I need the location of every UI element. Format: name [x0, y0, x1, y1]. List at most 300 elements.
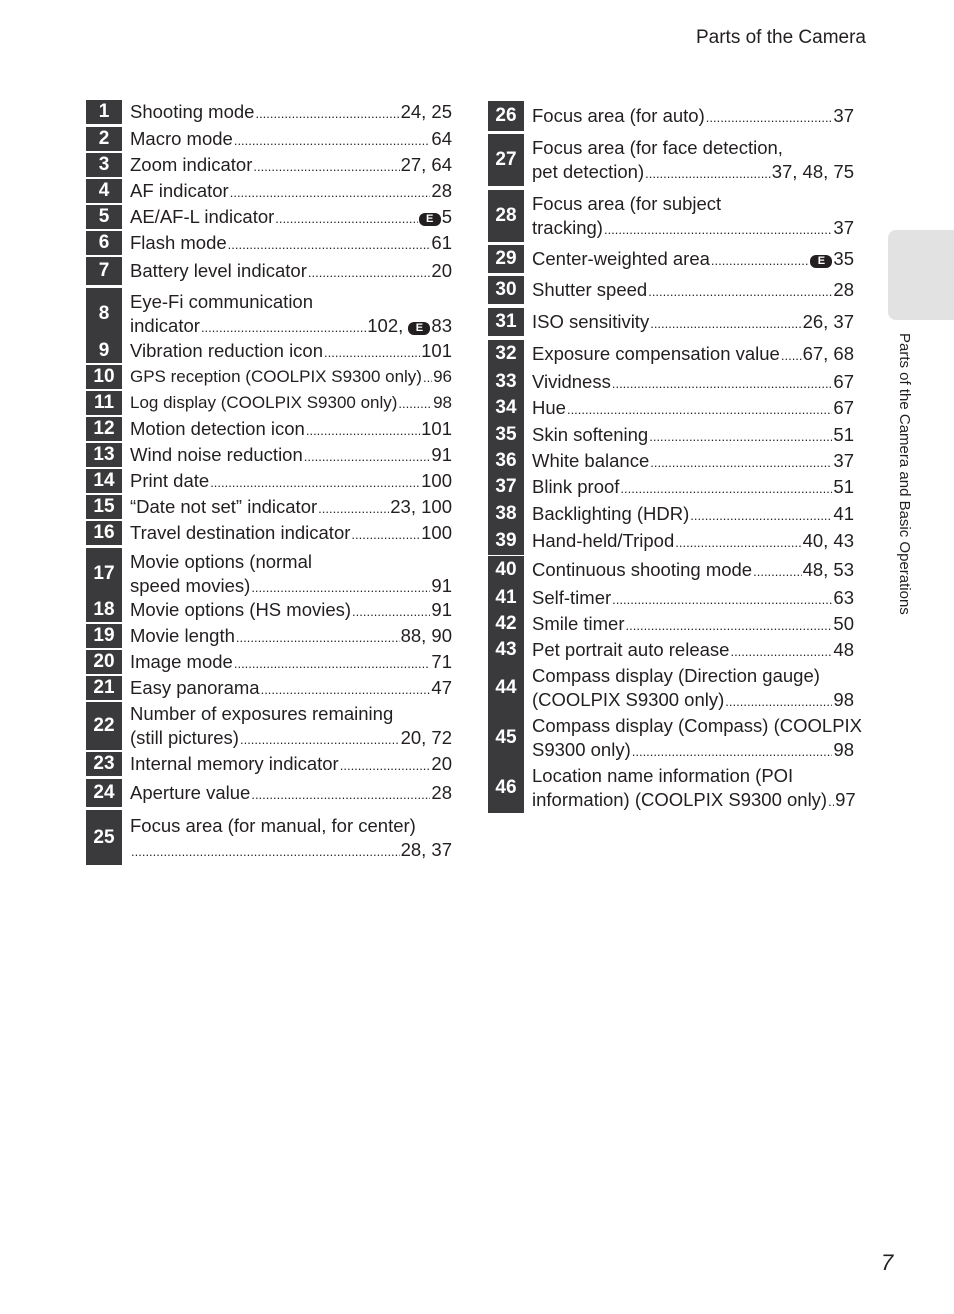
page-value: 51: [833, 424, 854, 445]
legend-row: [488, 101, 854, 131]
item-text-line: [130, 179, 452, 203]
legend-row: [86, 598, 452, 622]
legend-row: [86, 231, 452, 255]
item-label: Movie options (normal: [130, 551, 312, 572]
item-label: S9300 only): [532, 739, 631, 760]
item-label: GPS reception (COOLPIX S9300 only): [130, 367, 422, 386]
item-text-line: [532, 160, 854, 184]
dot-leader: [308, 266, 431, 279]
item-description: [130, 521, 452, 545]
item-text-line: [130, 521, 452, 545]
page-reference: [421, 339, 452, 363]
section-side-label: Parts of the Camera and Basic Operations: [896, 333, 913, 615]
page-value: 98: [433, 393, 452, 412]
legend-row: [488, 276, 854, 304]
dot-leader: [210, 476, 420, 489]
item-label: Location name information (POI: [532, 765, 794, 786]
item-number-badge: 31: [488, 308, 524, 336]
page-value: 101: [421, 418, 452, 439]
dot-leader: [304, 450, 431, 463]
page-reference: [419, 205, 452, 229]
item-description: [532, 423, 854, 447]
dot-leader: [423, 371, 432, 384]
item-number-badge: 32: [488, 340, 524, 368]
item-label: Blink proof: [532, 476, 620, 497]
item-description: [532, 558, 854, 582]
item-text-line: [130, 443, 452, 467]
item-label: Aperture value: [130, 782, 251, 803]
item-label: information) (COOLPIX S9300 only): [532, 789, 828, 810]
dot-leader: [612, 593, 832, 606]
item-description: [532, 664, 854, 712]
item-description: [532, 764, 854, 812]
item-label: Battery level indicator: [130, 260, 307, 281]
item-description: [532, 342, 854, 366]
item-text-line: [532, 475, 854, 499]
item-text-line: [532, 278, 854, 302]
item-text-line: [532, 396, 854, 420]
item-number-badge: 19: [86, 624, 122, 648]
legend-row: [86, 624, 452, 648]
legend-row: [86, 779, 452, 807]
page-reference: [833, 104, 854, 128]
item-number-badge: 3: [86, 153, 122, 177]
item-label: Self-timer: [532, 587, 612, 608]
item-label: Travel destination indicator: [130, 522, 351, 543]
legend-row: [86, 469, 452, 493]
item-description: [532, 278, 854, 302]
item-description: [130, 259, 452, 283]
dot-leader: [650, 456, 832, 469]
legend-row: [86, 288, 452, 340]
item-description: [532, 638, 854, 662]
page-value: 98: [833, 689, 854, 710]
item-text-line: [130, 574, 452, 598]
page-reference: [833, 449, 854, 473]
item-description: [130, 598, 452, 622]
item-description: [532, 475, 854, 499]
page-reference: [833, 502, 854, 526]
item-text-line: [130, 726, 452, 750]
item-description: [532, 370, 854, 394]
item-text-line: [532, 764, 854, 788]
item-number-badge: 5: [86, 205, 122, 229]
dot-leader: [690, 509, 832, 522]
item-label: Internal memory indicator: [130, 753, 339, 774]
item-number-badge: 41: [488, 584, 524, 612]
item-label: (still pictures): [130, 727, 239, 748]
page-value: 40, 43: [802, 530, 854, 551]
page-reference: [833, 638, 854, 662]
item-number-badge: 6: [86, 231, 122, 255]
item-label: Focus area (for manual, for center): [130, 814, 416, 836]
item-number-badge: 9: [86, 339, 122, 363]
dot-leader: [251, 581, 430, 594]
legend-row: [86, 752, 452, 776]
item-label: Backlighting (HDR): [532, 503, 690, 524]
legend-row: [488, 134, 854, 186]
page-value: 37: [833, 450, 854, 471]
page-reference: [833, 475, 854, 499]
dot-leader: [275, 212, 417, 225]
item-text-line: [532, 688, 854, 712]
dot-leader: [251, 788, 430, 801]
item-text-line: [130, 417, 452, 441]
item-text-line: [532, 738, 854, 762]
item-number-badge: 8: [86, 288, 122, 340]
legend-row: [488, 663, 854, 713]
item-text-line: [532, 714, 863, 738]
item-number-badge: 24: [86, 779, 122, 807]
item-description: [130, 127, 452, 151]
legend-row: [488, 713, 863, 763]
item-text-line: [130, 814, 452, 838]
dot-leader: [626, 619, 833, 632]
item-label: Image mode: [130, 651, 233, 672]
page-reference: [421, 469, 452, 493]
item-text-line: [130, 259, 452, 283]
item-label: Pet portrait auto release: [532, 639, 730, 660]
item-number-badge: 45: [488, 713, 524, 763]
page-number: 7: [881, 1250, 894, 1275]
item-label: Center-weighted area: [532, 248, 710, 269]
item-number-badge: 34: [488, 394, 524, 422]
dot-leader: [567, 403, 832, 416]
item-text-line: [130, 598, 452, 622]
item-label: Compass display (Direction gauge): [532, 665, 820, 686]
page-reference: [431, 752, 452, 776]
dot-leader: [828, 795, 834, 808]
legend-row: [488, 245, 854, 273]
legend-row: [86, 443, 452, 467]
item-number-badge: 2: [86, 127, 122, 151]
dot-leader: [632, 745, 833, 758]
legend-row: [86, 417, 452, 441]
item-text-line: [130, 650, 452, 674]
legend-row: [488, 584, 854, 612]
legend-row: [86, 257, 452, 285]
page-reference: [433, 391, 452, 415]
item-text-line: [130, 127, 452, 151]
item-label: Focus area (for subject: [532, 193, 722, 214]
reference-section-icon: E: [408, 322, 430, 335]
item-number-badge: 40: [488, 556, 524, 584]
page-value: 98: [833, 739, 854, 760]
item-label: Vibration reduction icon: [130, 340, 324, 361]
item-number-badge: 46: [488, 763, 524, 813]
legend-row: [86, 205, 452, 229]
page-reference: [401, 838, 452, 862]
dot-leader: [236, 631, 400, 644]
page-reference: [401, 726, 452, 750]
item-text-line: [532, 788, 854, 812]
dot-leader: [620, 482, 832, 495]
item-number-badge: 37: [488, 473, 524, 501]
page-value: 96: [433, 367, 452, 386]
legend-row: [86, 100, 452, 124]
legend-row: [86, 365, 452, 389]
item-text-line: [532, 216, 854, 240]
page-value: 67: [833, 371, 854, 392]
page-reference: [401, 153, 452, 177]
page-reference: [835, 788, 856, 812]
item-label: Focus area (for auto): [532, 105, 705, 126]
item-description: [130, 495, 452, 519]
item-number-badge: 29: [488, 245, 524, 273]
item-text-line: [130, 550, 452, 574]
legend-row: [488, 368, 854, 396]
dot-leader: [612, 377, 833, 390]
dot-leader: [230, 186, 431, 199]
item-number-badge: 15: [86, 495, 122, 519]
item-number-badge: 22: [86, 702, 122, 750]
page-value: 28: [431, 782, 452, 803]
item-label: Smile timer: [532, 613, 625, 634]
item-label: Movie length: [130, 625, 235, 646]
item-number-badge: 16: [86, 521, 122, 545]
item-number-badge: 42: [488, 610, 524, 638]
item-description: [130, 417, 452, 441]
item-description: [130, 290, 452, 338]
item-label: Easy panorama: [130, 677, 260, 698]
item-text-line: [130, 314, 452, 338]
page-reference: [833, 586, 854, 610]
item-label: ISO sensitivity: [532, 311, 650, 332]
page-reference: [401, 100, 452, 124]
item-text-line: [130, 365, 452, 389]
page-reference: [431, 259, 452, 283]
legend-row: [86, 702, 452, 750]
item-text-line: [130, 752, 452, 776]
item-description: [130, 443, 452, 467]
item-label: indicator: [130, 315, 200, 336]
item-text-line: [532, 586, 854, 610]
legend-row: [488, 610, 854, 638]
legend-row: [86, 495, 452, 519]
item-description: [532, 247, 854, 271]
legend-row: [86, 548, 452, 600]
item-text-line: [130, 838, 452, 862]
page-reference: [367, 314, 452, 338]
page-value: 28, 37: [400, 838, 452, 860]
item-text-line: [532, 502, 854, 526]
page-value: 100: [421, 522, 452, 543]
item-description: [130, 231, 452, 255]
legend-row: [488, 340, 854, 368]
dot-leader: [650, 317, 801, 330]
dot-leader: [234, 134, 431, 147]
item-number-badge: 13: [86, 443, 122, 467]
legend-row: [488, 556, 854, 584]
page-reference: [803, 558, 854, 582]
page-header-title: Parts of the Camera: [695, 27, 866, 48]
dot-leader: [706, 111, 833, 124]
item-label: Number of exposures remaining: [130, 703, 394, 724]
item-text-line: [532, 612, 854, 636]
dot-leader: [753, 565, 801, 578]
page-value: 100: [421, 470, 452, 491]
page-value: 88, 90: [400, 625, 452, 646]
item-description: [130, 391, 452, 415]
item-number-badge: 12: [86, 417, 122, 441]
page-reference: [833, 216, 854, 240]
page-value: 27, 64: [400, 154, 452, 175]
item-number-badge: 38: [488, 500, 524, 528]
item-text-line: [130, 469, 452, 493]
item-number-badge: 27: [488, 134, 524, 186]
item-text-line: [130, 391, 452, 415]
item-label: Skin softening: [532, 424, 649, 445]
page-reference: [803, 342, 854, 366]
page-reference: [421, 521, 452, 545]
item-label: “Date not set” indicator: [130, 496, 318, 517]
item-description: [532, 136, 854, 184]
item-number-badge: 7: [86, 257, 122, 285]
item-description: [532, 449, 854, 473]
item-text-line: [130, 205, 452, 229]
page-value: 91: [431, 444, 452, 465]
page-value: 41: [833, 503, 854, 524]
item-description: [532, 396, 854, 420]
page-reference: [431, 676, 452, 700]
reference-section-icon: E: [419, 213, 441, 226]
item-label: tracking): [532, 217, 603, 238]
page-value: 61: [431, 232, 452, 253]
page-value: 67: [833, 397, 854, 418]
dot-leader: [352, 605, 430, 618]
item-label: Log display (COOLPIX S9300 only): [130, 393, 398, 412]
item-number-badge: 39: [488, 527, 524, 555]
item-number-badge: 44: [488, 663, 524, 713]
item-number-badge: 11: [86, 391, 122, 415]
page-reference: [431, 650, 452, 674]
legend-row: [488, 473, 854, 501]
item-text-line: [532, 449, 854, 473]
item-number-badge: 4: [86, 179, 122, 203]
dot-leader: [253, 160, 399, 173]
legend-row: [488, 763, 854, 813]
item-label: speed movies): [130, 575, 251, 596]
dot-leader: [711, 254, 810, 267]
legend-row: [86, 127, 452, 151]
item-number-badge: 35: [488, 421, 524, 449]
item-text-line: [130, 153, 452, 177]
dot-leader: [324, 346, 420, 359]
item-description: [532, 104, 854, 128]
legend-row: [86, 179, 452, 203]
page-value: 23, 100: [390, 496, 452, 517]
item-text-line: [532, 664, 854, 688]
legend-row: [488, 421, 854, 449]
reference-section-icon: E: [810, 255, 832, 268]
item-description: [130, 365, 452, 389]
dot-leader: [730, 645, 832, 658]
item-text-line: [532, 104, 854, 128]
dot-leader: [675, 536, 801, 549]
item-label: Focus area (for face detection,: [532, 137, 783, 158]
item-label: pet detection): [532, 161, 645, 182]
item-description: [532, 529, 854, 553]
page-reference: [431, 443, 452, 467]
page-reference: [431, 127, 452, 151]
page-reference: [833, 396, 854, 420]
item-description: [532, 612, 854, 636]
item-number-badge: 18: [86, 598, 122, 622]
item-description: [130, 814, 452, 862]
page-value: 37: [833, 105, 854, 126]
item-label: Zoom indicator: [130, 154, 253, 175]
item-number-badge: 28: [488, 190, 524, 242]
item-text-line: [532, 423, 854, 447]
page-value: 26, 37: [802, 311, 854, 332]
dot-leader: [781, 349, 802, 362]
legend-row: [86, 153, 452, 177]
page-value: 97: [835, 789, 856, 810]
item-text-line: [532, 136, 854, 160]
legend-row: [488, 636, 854, 664]
dot-leader: [240, 733, 400, 746]
dot-leader: [351, 528, 420, 541]
item-label: Motion detection icon: [130, 418, 305, 439]
item-label: Continuous shooting mode: [532, 559, 753, 580]
page-reference: [433, 365, 452, 389]
item-label: Hand-held/Tripod: [532, 530, 675, 551]
item-description: [130, 179, 452, 203]
item-label: (COOLPIX S9300 only): [532, 689, 725, 710]
item-text-line: [130, 781, 452, 805]
dot-leader: [131, 845, 400, 858]
item-label: Shutter speed: [532, 279, 648, 300]
item-label: White balance: [532, 450, 650, 471]
item-description: [130, 624, 452, 648]
item-description: [532, 586, 854, 610]
legend-row: [86, 521, 452, 545]
item-label: Eye-Fi communication: [130, 291, 314, 312]
item-label: Compass display (Compass) (COOLPIX: [532, 715, 863, 736]
legend-row: [86, 391, 452, 415]
item-number-badge: 25: [86, 810, 122, 865]
page-reference: [833, 738, 854, 762]
item-description: [130, 100, 452, 124]
item-label: Print date: [130, 470, 210, 491]
item-label: Exposure compensation value: [532, 343, 780, 364]
page-prefix: 102,: [367, 315, 404, 336]
item-label: Vividness: [532, 371, 611, 392]
item-text-line: [532, 342, 854, 366]
item-description: [130, 650, 452, 674]
item-description: [130, 781, 452, 805]
page-reference: [431, 179, 452, 203]
item-description: [130, 550, 452, 598]
item-number-badge: 36: [488, 447, 524, 475]
page-value: 64: [431, 128, 452, 149]
legend-row: [488, 527, 854, 555]
page-reference: [803, 310, 854, 334]
item-label: Shooting mode: [130, 101, 255, 122]
item-description: [130, 339, 452, 363]
page-value: 37, 48, 75: [771, 161, 854, 182]
page-value: 91: [431, 575, 452, 596]
page-value: 20: [431, 753, 452, 774]
item-description: [532, 714, 863, 762]
dot-leader: [234, 657, 431, 670]
page-value: 35: [833, 248, 854, 269]
page-reference: [772, 160, 854, 184]
item-text-line: [532, 558, 854, 582]
item-text-line: [130, 495, 452, 519]
item-text-line: [130, 290, 452, 314]
legend-row: [488, 447, 854, 475]
